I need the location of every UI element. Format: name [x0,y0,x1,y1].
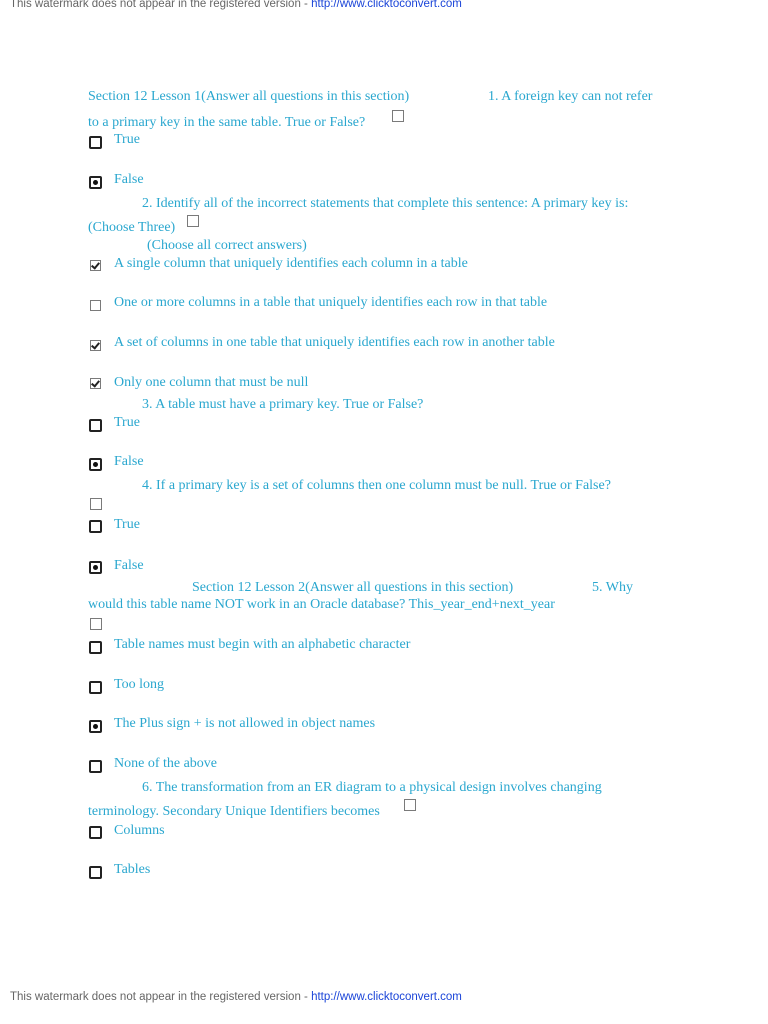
flag-question-2-checkbox[interactable] [187,215,199,227]
question-6-text: 6. The transformation from an ER diagram to a physical design involves changing [142,780,602,795]
flag-question-5-checkbox[interactable] [90,618,102,630]
q5-radio-1[interactable] [89,641,102,654]
q3-option-false: False [114,454,144,469]
watermark-text: This watermark does not appear in the registered version - [10,0,312,10]
q2-option-1: A single column that uniquely identifies each column in a table [114,256,468,271]
q5-option-4: None of the above [114,756,218,771]
question-2-text: 2. Identify all of the incorrect statements that complete this sentence: A primary key is: [142,196,629,211]
watermark-link[interactable]: http://www.clicktoconvert.com [311,0,462,10]
q2-checkbox-1[interactable] [90,260,101,271]
q5-radio-3[interactable] [89,720,102,733]
q3-radio-false[interactable] [89,458,102,471]
flag-question-4-checkbox[interactable] [90,498,102,510]
question-1-text: 1. A foreign key can not refer [488,89,653,104]
watermark-link[interactable]: http://www.clicktoconvert.com [311,991,462,1003]
question-5-text-cont: would this table name NOT work in an Oracle database? This_year_end+next_year [88,597,555,612]
q5-option-1: Table names must begin with an alphabetic character [114,637,411,652]
question-6-text-cont: terminology. Secondary Unique Identifiers becomes [88,804,380,819]
watermark-bottom [10,991,462,1003]
section-2-header: Section 12 Lesson 2(Answer all questions in this section) [192,580,514,595]
flag-question-1-checkbox[interactable] [392,110,404,122]
q1-radio-true[interactable] [89,136,102,149]
question-3-text: 3. A table must have a primary key. True or False? [142,397,424,412]
question-5-text: 5. Why [592,580,633,595]
q2-option-3: A set of columns in one table that uniquely identifies each row in another table [114,335,555,350]
watermark-top [10,0,462,10]
q6-radio-2[interactable] [89,866,102,879]
q5-radio-2[interactable] [89,681,102,694]
q3-option-true: True [114,415,140,430]
q6-radio-1[interactable] [89,826,102,839]
q2-checkbox-2[interactable] [90,300,101,311]
q2-option-4: Only one column that must be null [114,375,309,390]
question-1-text-cont: to a primary key in the same table. True or False? [88,115,366,130]
q4-radio-true[interactable] [89,520,102,533]
q4-option-true: True [114,517,140,532]
q5-radio-4[interactable] [89,760,102,773]
q2-checkbox-3[interactable] [90,340,101,351]
q6-option-2: Tables [114,862,151,877]
q3-radio-true[interactable] [89,419,102,432]
q1-radio-false[interactable] [89,176,102,189]
flag-question-6-checkbox[interactable] [404,799,416,811]
q2-checkbox-4[interactable] [90,378,101,389]
q5-option-3: The Plus sign + is not allowed in object names [114,716,376,731]
question-2-text-cont: (Choose Three) [88,220,176,235]
question-4-text: 4. If a primary key is a set of columns then one column must be null. True or False? [142,478,611,493]
q5-option-2: Too long [114,677,164,692]
question-2-note: (Choose all correct answers) [147,238,307,253]
q6-option-1: Columns [114,823,165,838]
q2-option-2: One or more columns in a table that uniquely identifies each row in that table [114,295,548,310]
watermark-text: This watermark does not appear in the registered version - [10,991,312,1003]
section-1-header: Section 12 Lesson 1(Answer all questions in this section) [88,89,410,104]
q1-option-true: True [114,132,140,147]
q4-option-false: False [114,558,144,573]
q1-option-false: False [114,172,144,187]
q4-radio-false[interactable] [89,561,102,574]
